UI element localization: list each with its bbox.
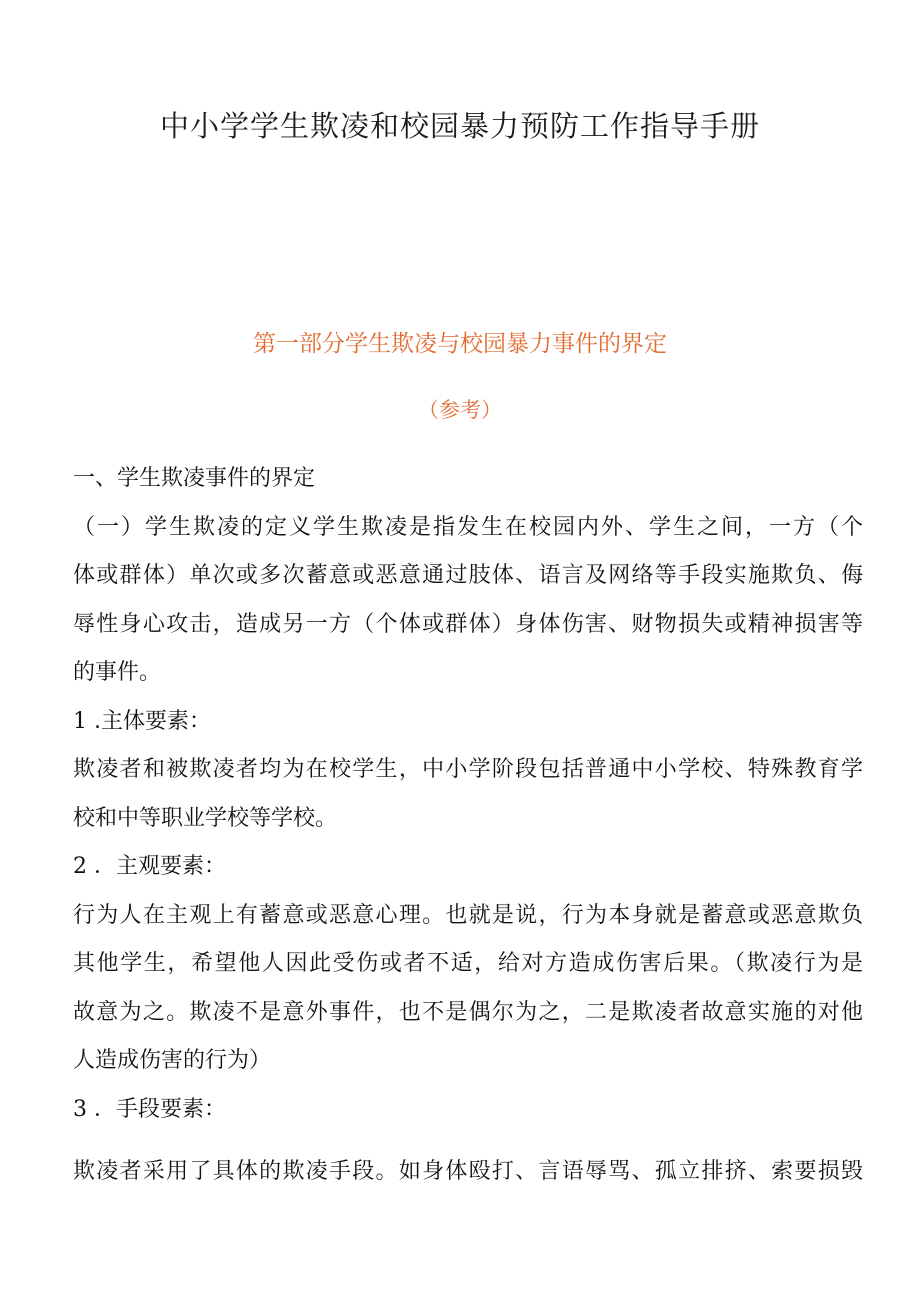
paragraph-line: 的事件。 (73, 660, 162, 685)
item-number: 3 (73, 1096, 87, 1122)
paragraph-line: 故意为之。欺凌不是意外事件，也不是偶尔为之，二是欺凌者故意实施的对他 (73, 999, 863, 1025)
item-heading (73, 843, 863, 892)
item-heading (73, 1086, 863, 1135)
paragraph-line: 欺凌者和被欺凌者均为在校学生，中小学阶段包括普通中小学校、特殊教育学 (73, 757, 863, 782)
paragraph-line: 校和中等职业学校等学校。 (73, 805, 338, 831)
item-means-element (73, 1086, 863, 1197)
document-body (73, 455, 863, 1197)
paragraph-line: 其他学生，希望他人因此受伤或者不适，给对方造成伤害后果。（欺凌行为是 (73, 951, 863, 976)
item-label: ．手段要素： (94, 1096, 227, 1122)
section-heading: 一、学生欺凌事件的界定 (73, 466, 316, 491)
item-number: 1 (73, 708, 87, 734)
paragraph-line: （一）学生欺凌的定义学生欺凌是指发生在校园内外、学生之间，一方（个 (73, 514, 863, 540)
item-label: ．主观要素： (94, 854, 227, 879)
paragraph-line: 人造成伤害的行为） (73, 1048, 272, 1073)
definition-paragraph (73, 504, 863, 698)
item-subjective-element (73, 843, 863, 1086)
paragraph-spacer (73, 1134, 863, 1148)
document-title: 中小学学生欺凌和校园暴力预防工作指导手册 (159, 109, 760, 143)
part-subtitle: （参考） (418, 398, 502, 422)
item-subject-element (73, 698, 863, 844)
paragraph-line: 欺凌者采用了具体的欺凌手段。如身体殴打、言语辱骂、孤立排挤、索要损毁 (73, 1159, 863, 1184)
paragraph-line: 行为人在主观上有蓄意或恶意心理。也就是说，行为本身就是蓄意或恶意欺负 (73, 902, 863, 928)
item-label: .主体要素： (94, 708, 211, 734)
paragraph-line: 体或群体）单次或多次蓄意或恶意通过肢体、语言及网络等手段实施欺负、侮 (73, 563, 863, 588)
item-number: 2 (73, 854, 87, 879)
item-heading (73, 698, 863, 747)
part-title: 第一部分学生欺凌与校园暴力事件的界定 (253, 331, 667, 357)
paragraph-line: 辱性身心攻击，造成另一方（个体或群体）身体伤害、财物损失或精神损害等 (73, 611, 863, 637)
